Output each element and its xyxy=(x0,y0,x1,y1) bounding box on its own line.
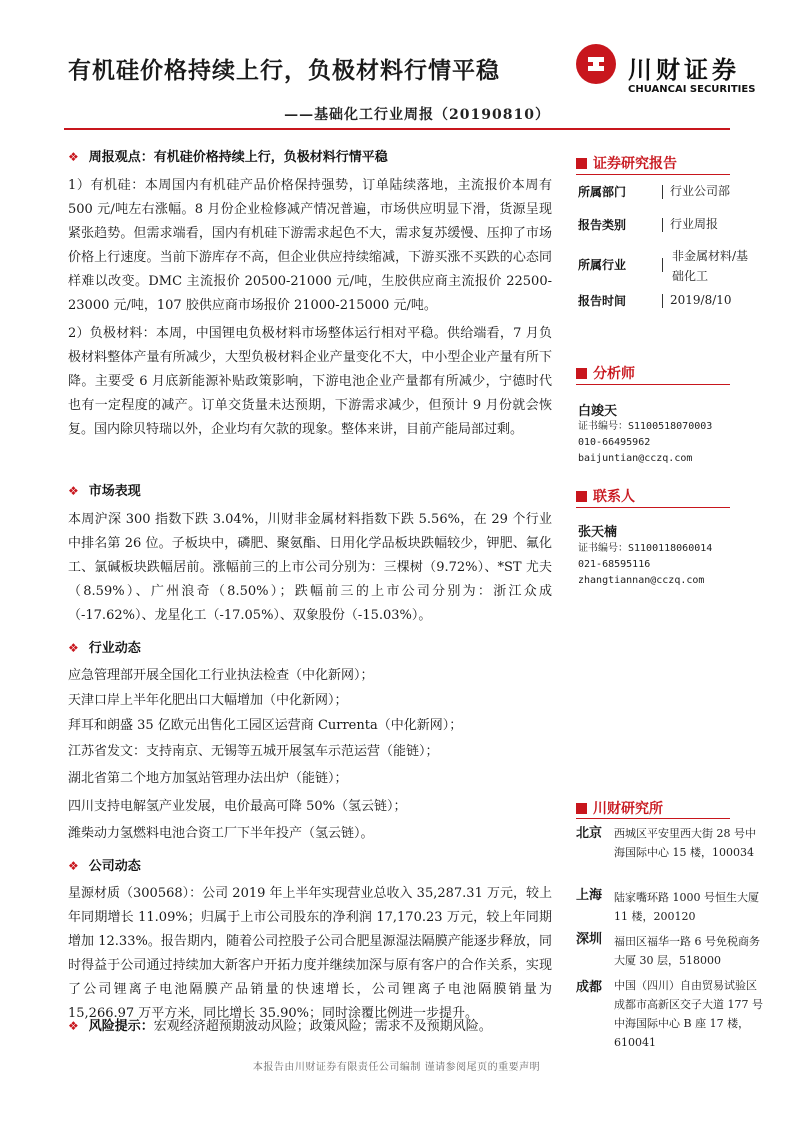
contact-name: 张天楠 xyxy=(578,525,618,540)
chuancai-logo-icon xyxy=(576,44,616,84)
industry-news-item: 拜耳和朗盛 35 亿欧元出售化工园区运营商 Currenta（中化新网）； xyxy=(68,718,463,733)
industry-news-item: 应急管理部开展全国化工行业执法检查（中化新网）； xyxy=(68,668,374,683)
diamond-bullet-icon: ❖ xyxy=(68,484,79,498)
office-city-shanghai: 上海 xyxy=(576,888,603,903)
company-heading: ❖ 公司动态 xyxy=(68,859,141,874)
industry-news-item: 江苏省发文：支持南京、无锡等五城开展氢车示范运营（能链）； xyxy=(68,744,439,759)
industry-value: 非金属材料/基础化工 xyxy=(672,249,749,283)
info-separator xyxy=(662,185,663,199)
analyst-rule xyxy=(576,384,730,385)
info-separator xyxy=(662,294,663,308)
analyst-cert: 证书编号：S1100518070003 xyxy=(578,421,713,432)
dept-value: 行业公司部 xyxy=(670,184,731,198)
industry-news-item: 潍柴动力氢燃料电池合资工厂下半年投产（氢云链）。 xyxy=(68,826,374,841)
industry-label: 所属行业 xyxy=(578,258,627,272)
institute-rule xyxy=(576,818,730,819)
dept-label: 所属部门 xyxy=(578,185,627,199)
diamond-bullet-icon: ❖ xyxy=(68,150,79,164)
market-heading: ❖ 市场表现 xyxy=(68,484,141,499)
report-info-heading: 证券研究报告 xyxy=(576,153,677,173)
office-address-chengdu: 中国（四川）自由贸易试验区成都市高新区交子大道 177 号中海国际中心 B 座 17 楼，610041 xyxy=(614,979,763,1049)
weekly-view-organosilicon: 1）有机硅：本周国内有机硅产品价格保持强势，订单陆续落地，主流报价本周有 500 元/吨左右涨幅。8 月份企业检修减产情况普遍，市场供应明显下滑，货源呈现紧张趋势。但需求端看，国内有机硅下游需求起色不大，需求复苏缓慢、压抑了市场价格上行速度。当前下游库存不高，但企业供应持续缩减，下游买涨不买跌的心态同样难以改变。DMC 主流报价 20500-21000 元/吨，生胶供应商主流报价 22500-23000 元/吨，107 胶供应商市场报价 21000-215000 元/吨。 xyxy=(68,178,552,313)
report-title: 有机硅价格持续上行，负极材料行情平稳 xyxy=(68,58,500,84)
market-text: 本周沪深 300 指数下跌 3.04%，川财非金属材料指数下跌 5.56%，在 29 个行业中排名第 26 位。子板块中，磷肥、聚氨酯、日用化学品板块跌幅较少，钾肥、氟化工、氯碱板块跌幅居前。涨幅前三的上市公司分别为：三棵树（9.72%）、*ST 尤夫（8.59%）、广州浪奇（8.50%）；跌幅前三的上市公司分别为：浙江众成（-17.62%）、龙星化工（-17.05%）、双象股份（-15.03%）。 xyxy=(68,512,552,623)
industry-news-item: 天津口岸上半年化肥出口大幅增加（中化新网）； xyxy=(68,693,348,708)
category-label: 报告类别 xyxy=(578,218,627,232)
brand-english-name: CHUANCAI SECURITIES xyxy=(628,84,756,95)
company-text: 星源材质（300568）：公司 2019 年上半年实现营业总收入 35,287.31 万元，较上年同期增长 11.09%；归属于上市公司股东的净利润 17,170.23 万元，较上年同期增加 12.33%。报告期内，随着公司控股子公司合肥星源湿法隔膜产能逐步释放，同时得益于公司通过持续加大新客户开拓力度并继续加深与原有客户的合作关系，实现了公司锂离子电池隔膜产品销量的快速增长，公司锂离子电池隔膜销量为 15,266.97 万平方米，同比增长 35.90%；同时涂覆比例进一步提升。 xyxy=(68,886,552,1021)
office-city-shenzhen: 深圳 xyxy=(576,932,603,947)
info-separator xyxy=(662,258,663,272)
contact-cert: 证书编号：S1100118060014 xyxy=(578,543,713,554)
industry-news-item: 湖北省第二个地方加氢站管理办法出炉（能链）； xyxy=(68,771,348,786)
contact-phone: 021-68595116 xyxy=(578,559,651,570)
report-info-rule xyxy=(576,174,730,175)
industry-heading: ❖ 行业动态 xyxy=(68,641,141,656)
diamond-bullet-icon: ❖ xyxy=(68,1019,79,1033)
analyst-phone: 010-66495962 xyxy=(578,437,651,448)
footer-disclaimer: 本报告由川财证券有限责任公司编制 谨请参阅尾页的重要声明 xyxy=(252,1062,541,1073)
report-date-label: 报告时间 xyxy=(578,294,627,308)
industry-news-item: 四川支持电解氢产业发展，电价最高可降 50%（氢云链）； xyxy=(68,799,407,814)
contact-rule xyxy=(576,507,730,508)
report-subtitle: ——基础化工行业周报（20190810） xyxy=(284,107,550,123)
diamond-bullet-icon: ❖ xyxy=(68,859,79,873)
square-bullet-icon xyxy=(576,803,587,814)
square-bullet-icon xyxy=(576,368,587,379)
office-address-shanghai: 陆家嘴环路 1000 号恒生大厦 11 楼，200120 xyxy=(614,891,759,923)
weekly-view-heading: ❖ 周报观点：有机硅价格持续上行，负极材料行情平稳 xyxy=(68,150,388,165)
header-rule xyxy=(64,128,730,130)
square-bullet-icon xyxy=(576,491,587,502)
report-date-value: 2019/8/10 xyxy=(670,293,732,307)
office-address-beijing: 西城区平安里西大街 28 号中海国际中心 15 楼，100034 xyxy=(614,827,756,859)
weekly-view-anode-materials: 2）负极材料：本周，中国锂电负极材料市场整体运行相对平稳。供给端看，7 月负极材料整体产量有所减少，大型负极材料企业产量变化不大，中小型企业产量有所下降。主要受 6 月底新能源补贴政策影响，下游电池企业产量都有所减少，宁德时代也有一定程度的减产。订单交货量未达预期，下游需求减少，但预计 9 月份就会恢复。国内除贝特瑞以外，企业均有欠款的现象。整体来讲，目前产能局部过剩。 xyxy=(68,326,552,437)
diamond-bullet-icon: ❖ xyxy=(68,641,79,655)
office-city-chengdu: 成都 xyxy=(576,980,603,995)
risk-warning xyxy=(68,1014,492,1039)
category-value: 行业周报 xyxy=(670,217,719,231)
risk-label: 风险提示： xyxy=(88,1019,154,1034)
risk-text: 宏观经济超预期波动风险；政策风险；需求不及预期风险。 xyxy=(153,1019,492,1034)
institute-heading: 川财研究所 xyxy=(576,798,663,818)
office-address-shenzhen: 福田区福华一路 6 号免税商务大厦 30 层，518000 xyxy=(614,935,760,967)
info-separator xyxy=(662,218,663,232)
analyst-heading: 分析师 xyxy=(576,363,635,383)
contact-heading: 联系人 xyxy=(576,486,635,506)
brand-name: 川财证券 xyxy=(628,56,740,84)
analyst-email[interactable]: baijuntian@cczq.com xyxy=(578,453,693,464)
office-city-beijing: 北京 xyxy=(576,826,603,841)
contact-email[interactable]: zhangtiannan@cczq.com xyxy=(578,575,705,586)
square-bullet-icon xyxy=(576,158,587,169)
analyst-name: 白竣天 xyxy=(578,404,618,419)
